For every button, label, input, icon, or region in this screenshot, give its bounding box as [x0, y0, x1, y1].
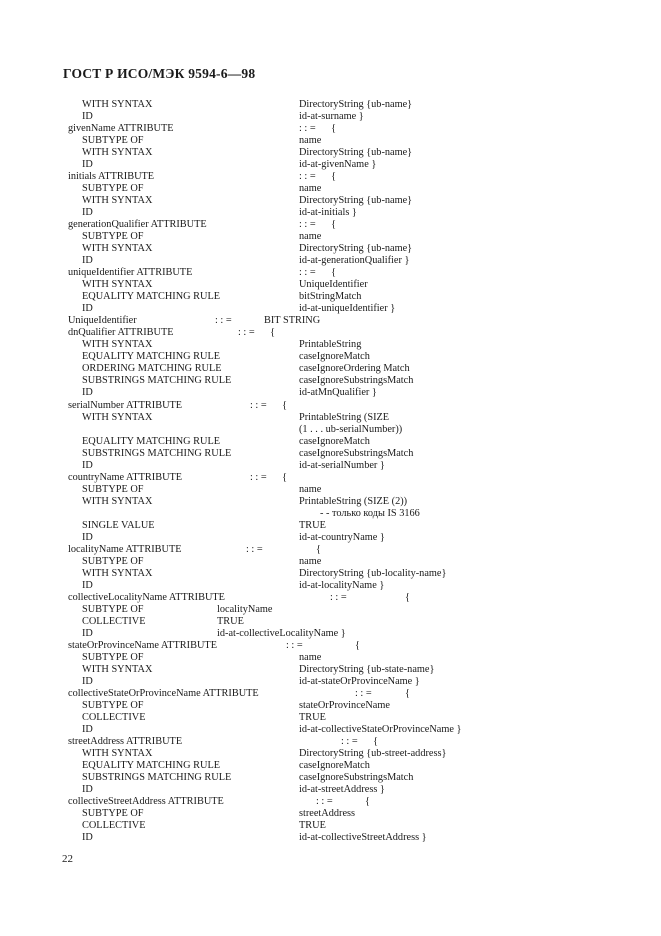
listing-keyword: EQUALITY MATCHING RULE [82, 435, 221, 447]
listing-value: name [299, 183, 322, 195]
listing-line [0, 604, 600, 616]
listing-keyword: WITH SYNTAX [82, 495, 153, 507]
listing-keyword: WITH SYNTAX [82, 339, 153, 351]
listing-keyword: SUBTYPE OF [82, 603, 144, 615]
listing-value: TRUE [299, 519, 326, 531]
listing-value: name [299, 651, 322, 663]
listing-keyword: COLLECTIVE [82, 712, 146, 724]
listing-line [0, 183, 600, 195]
listing-keyword: EQUALITY MATCHING RULE [82, 760, 221, 772]
listing-keyword: ID [82, 387, 93, 399]
listing-value: : : = { [299, 267, 337, 279]
listing-line [0, 568, 600, 580]
listing-value: TRUE [217, 615, 244, 627]
listing-keyword: WITH SYNTAX [82, 411, 153, 423]
listing-value: TRUE [299, 820, 326, 832]
listing-keyword: countryName ATTRIBUTE [68, 471, 183, 483]
listing-value: TRUE [299, 712, 326, 724]
listing-line [0, 303, 600, 315]
listing-line [0, 700, 600, 712]
listing-value: id-at-collectiveStateOrProvinceName } [299, 724, 462, 736]
listing-line [0, 556, 600, 568]
listing-value: : : = [355, 687, 372, 699]
listing-keyword: COLLECTIVE [82, 820, 146, 832]
listing-value: PrintableString (SIZE [299, 411, 390, 423]
listing-extra: { [316, 543, 321, 555]
listing-value: DirectoryString {ub-state-name} [299, 663, 435, 675]
listing-value: PrintableString [299, 339, 362, 351]
listing-value: : : = [286, 639, 303, 651]
listing-line [0, 652, 600, 664]
listing-keyword: collectiveLocalityName ATTRIBUTE [68, 591, 225, 603]
listing-value: : : = { [299, 171, 337, 183]
listing-keyword: initials ATTRIBUTE [68, 171, 155, 183]
listing-line [0, 760, 600, 772]
listing-line [0, 544, 600, 556]
listing-line [0, 171, 600, 183]
listing-line [0, 219, 600, 231]
listing-keyword: WITH SYNTAX [82, 99, 153, 110]
listing-value: DirectoryString {ub-name} [299, 99, 413, 110]
listing-value: id-at-serialNumber } [299, 459, 385, 471]
listing-line [0, 748, 600, 760]
listing-line [0, 736, 600, 748]
listing-keyword: SUBSTRINGS MATCHING RULE [82, 772, 232, 784]
listing-keyword: WITH SYNTAX [82, 147, 153, 159]
listing-value: (1 . . . ub-serialNumber)) [299, 423, 403, 435]
listing-extra: BIT STRING [264, 315, 321, 327]
listing-line [0, 664, 600, 676]
listing-value: id-at-generationQualifier } [299, 255, 410, 267]
listing-value: : : = { [299, 219, 337, 231]
listing-line [0, 532, 600, 544]
listing-keyword: SUBTYPE OF [82, 231, 144, 243]
listing-line [0, 195, 600, 207]
listing-line [0, 472, 600, 484]
listing-value: - - только коды IS 3166 [320, 507, 420, 519]
listing-keyword: serialNumber ATTRIBUTE [68, 399, 183, 411]
listing-line [0, 387, 600, 399]
listing-line [0, 291, 600, 303]
listing-value: caseIgnoreSubstringsMatch [299, 772, 414, 784]
listing-line [0, 484, 600, 496]
listing-value: id-atMnQualifier } [299, 387, 377, 399]
listing-extra: { [365, 796, 370, 808]
listing-keyword: uniqueIdentifier ATTRIBUTE [68, 267, 193, 279]
listing-keyword: ID [82, 627, 93, 639]
listing-value: id-at-collectiveLocalityName } [217, 627, 346, 639]
listing-keyword: SUBTYPE OF [82, 700, 144, 711]
listing-keyword: SUBTYPE OF [82, 135, 144, 147]
listing-line [0, 496, 600, 508]
listing-keyword: SUBSTRINGS MATCHING RULE [82, 375, 232, 387]
listing-keyword: WITH SYNTAX [82, 195, 153, 207]
listing-value: : : = [215, 315, 232, 327]
listing-value: DirectoryString {ub-name} [299, 147, 413, 159]
page-header-title: ГОСТ Р ИСО/МЭК 9594-6—98 [63, 66, 256, 81]
listing-keyword: SUBTYPE OF [82, 483, 144, 495]
listing-value: caseIgnoreSubstringsMatch [299, 375, 414, 387]
listing-value: id-at-countryName } [299, 531, 385, 543]
listing-keyword: ID [82, 832, 93, 844]
listing-line [0, 712, 600, 724]
listing-line [0, 820, 600, 832]
listing-line [0, 231, 600, 243]
listing-line [0, 724, 600, 736]
listing-line [0, 808, 600, 820]
listing-keyword: SUBSTRINGS MATCHING RULE [82, 447, 232, 459]
listing-value: DirectoryString {ub-street-address} [299, 748, 447, 760]
listing-keyword: SINGLE VALUE [82, 519, 155, 531]
listing-keyword: SUBTYPE OF [82, 555, 144, 567]
listing-keyword: ORDERING MATCHING RULE [82, 363, 222, 375]
listing-line [0, 243, 600, 255]
listing-value: name [299, 231, 322, 243]
listing-value: : : = { [250, 399, 288, 411]
listing-value: caseIgnoreOrdering Match [299, 363, 410, 375]
listing-value: name [299, 483, 322, 495]
listing-keyword: ID [82, 724, 93, 736]
listing-line [0, 424, 600, 436]
page-number: 22 [62, 853, 73, 865]
listing-value: bitStringMatch [299, 291, 362, 303]
listing-keyword: WITH SYNTAX [82, 243, 153, 255]
listing-value: id-at-stateOrProvinceName } [299, 675, 420, 687]
listing-line [0, 628, 600, 640]
listing-extra: { [405, 687, 410, 699]
listing-keyword: ID [82, 207, 93, 219]
listing-line [0, 279, 600, 291]
listing-line [0, 832, 600, 844]
listing-value: DirectoryString {ub-locality-name} [299, 567, 447, 579]
listing-line [0, 616, 600, 628]
listing-keyword: collectiveStateOrProvinceName ATTRIBUTE [68, 687, 259, 699]
listing-line [0, 135, 600, 147]
listing-value: DirectoryString {ub-name} [299, 243, 413, 255]
listing-line [0, 351, 600, 363]
listing-line [0, 363, 600, 375]
listing-line [0, 255, 600, 267]
listing-line [0, 460, 600, 472]
listing-keyword: WITH SYNTAX [82, 279, 153, 291]
listing-line [0, 688, 600, 700]
listing-value: streetAddress [299, 808, 356, 820]
listing-keyword: WITH SYNTAX [82, 567, 153, 579]
listing-keyword: ID [82, 303, 93, 315]
listing-keyword: ID [82, 159, 93, 171]
listing-keyword: streetAddress ATTRIBUTE [68, 736, 183, 748]
listing-line [0, 315, 600, 327]
listing-line [0, 375, 600, 387]
listing-line [0, 784, 600, 796]
listing-value: caseIgnoreSubstringsMatch [299, 447, 414, 459]
listing-extra: { [355, 639, 360, 651]
listing-keyword: EQUALITY MATCHING RULE [82, 291, 221, 303]
listing-keyword: WITH SYNTAX [82, 663, 153, 675]
listing-line [0, 676, 600, 688]
listing-value: id-at-localityName } [299, 579, 385, 591]
listing-line [0, 436, 600, 448]
listing-value: caseIgnoreMatch [299, 435, 370, 447]
listing-value: id-at-streetAddress } [299, 784, 385, 796]
listing-line [0, 400, 600, 412]
listing-value: caseIgnoreMatch [299, 351, 370, 363]
listing-value: : : = { [299, 123, 337, 135]
listing-line [0, 520, 600, 532]
listing-line [0, 99, 600, 111]
listing-value: : : = { [341, 736, 379, 748]
listing-value: : : = { [250, 471, 288, 483]
listing-line [0, 327, 600, 339]
listing-keyword: EQUALITY MATCHING RULE [82, 351, 221, 363]
listing-value: caseIgnoreMatch [299, 760, 370, 772]
listing-value: id-at-initials } [299, 207, 357, 219]
listing-value: : : = { [238, 327, 276, 339]
listing-keyword: SUBTYPE OF [82, 183, 144, 195]
listing-keyword: givenName ATTRIBUTE [68, 123, 174, 135]
listing-line [0, 580, 600, 592]
listing-value: PrintableString (SIZE (2)) [299, 495, 408, 507]
listing-keyword: stateOrProvinceName ATTRIBUTE [68, 639, 217, 651]
listing-line [0, 147, 600, 159]
listing-keyword: ID [82, 784, 93, 796]
listing-value: UniqueIdentifier [299, 279, 368, 291]
listing-keyword: dnQualifier ATTRIBUTE [68, 327, 174, 339]
listing-line [0, 412, 600, 424]
listing-line [0, 772, 600, 784]
listing-value: stateOrProvinceName [299, 700, 390, 711]
listing-value: DirectoryString {ub-name} [299, 195, 413, 207]
listing-value: name [299, 555, 322, 567]
listing-value: name [299, 135, 322, 147]
listing-line [0, 111, 600, 123]
listing-value: id-at-collectiveStreetAddress } [299, 832, 427, 844]
listing-value: : : = [316, 796, 333, 808]
listing-value: localityName [217, 603, 273, 615]
listing-keyword: SUBTYPE OF [82, 651, 144, 663]
listing-keyword: ID [82, 675, 93, 687]
listing-keyword: ID [82, 111, 93, 123]
listing-keyword: ID [82, 531, 93, 543]
listing-value: id-at-uniqueIdentifier } [299, 303, 396, 315]
listing-keyword: UniqueIdentifier [68, 315, 137, 327]
listing-line [0, 207, 600, 219]
listing-keyword: ID [82, 579, 93, 591]
listing-keyword: ID [82, 255, 93, 267]
listing-keyword: WITH SYNTAX [82, 748, 153, 760]
listing-keyword: COLLECTIVE [82, 615, 146, 627]
listing-line [0, 640, 600, 652]
listing-value: id-at-surname } [299, 111, 364, 123]
listing-line [0, 123, 600, 135]
listing-keyword: generationQualifier ATTRIBUTE [68, 219, 207, 231]
listing-value: : : = [246, 543, 263, 555]
listing-keyword: localityName ATTRIBUTE [68, 543, 182, 555]
listing-line [0, 508, 600, 520]
listing-value: : : = [330, 591, 347, 603]
listing-keyword: ID [82, 459, 93, 471]
listing-value: id-at-givenName } [299, 159, 377, 171]
listing-line [0, 796, 600, 808]
listing-extra: { [405, 591, 410, 603]
listing-keyword: collectiveStreetAddress ATTRIBUTE [68, 796, 224, 808]
listing-line [0, 592, 600, 604]
listing-line [0, 448, 600, 460]
listing-line [0, 159, 600, 171]
listing-line [0, 267, 600, 279]
listing-line [0, 339, 600, 351]
listing-keyword: SUBTYPE OF [82, 808, 144, 820]
